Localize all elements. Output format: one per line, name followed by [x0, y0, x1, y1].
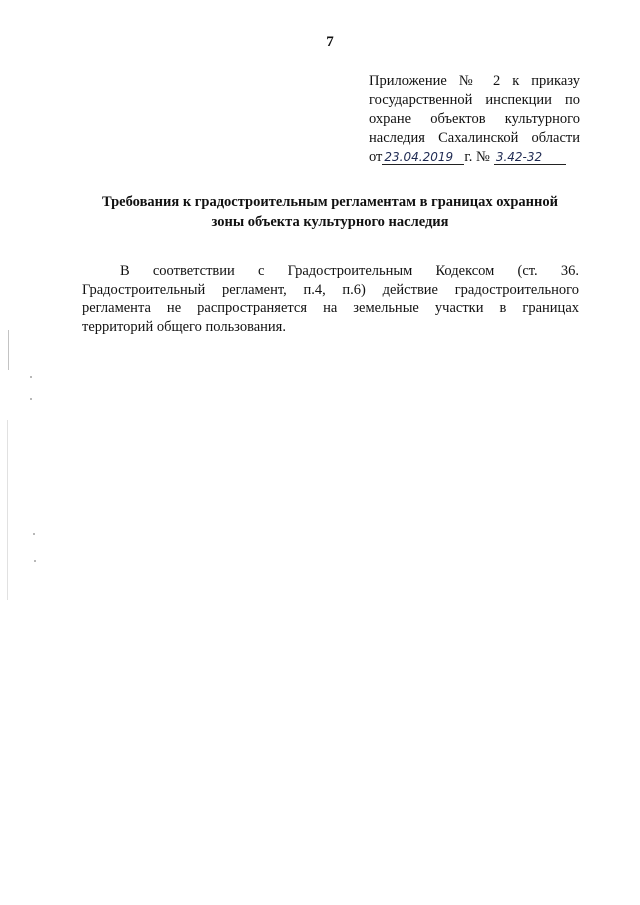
- appendix-line: государственной инспекции по: [369, 92, 580, 108]
- body-line: регламента не распространяется на земельные участки в границах: [82, 300, 579, 316]
- handwritten-date: 23.04.2019: [382, 150, 464, 165]
- scan-artifact: [8, 330, 9, 370]
- scan-artifact: [30, 398, 32, 400]
- date-prefix: от: [369, 149, 383, 165]
- page-number: 7: [326, 34, 334, 50]
- appendix-line: охране объектов культурного: [369, 111, 580, 127]
- body-line: В соответствии с Градостроительным Кодексом (ст. 36.: [120, 263, 579, 279]
- document-title: [70, 192, 590, 232]
- body-line: Градостроительный регламент, п.4, п.6) действие градостроительного: [82, 281, 579, 298]
- scan-artifact: [7, 420, 8, 600]
- title-line: Требования к градостроительным регламентам в границах охранной: [102, 194, 558, 210]
- scan-artifact: [30, 376, 32, 378]
- title-line: зоны объекта культурного наследия: [211, 214, 449, 230]
- appendix-line: наследия Сахалинской области: [369, 130, 580, 146]
- body-line: территорий общего пользования.: [82, 318, 286, 335]
- body-paragraph: [82, 262, 579, 336]
- appendix-header: [369, 72, 580, 167]
- scan-artifact: [34, 560, 36, 562]
- date-suffix: г. №: [464, 149, 490, 165]
- appendix-line: Приложение № 2 к приказу: [369, 73, 580, 89]
- appendix-order-line: [369, 148, 580, 167]
- handwritten-order-number: 3.42-32: [494, 150, 566, 165]
- scan-artifact: [33, 533, 35, 535]
